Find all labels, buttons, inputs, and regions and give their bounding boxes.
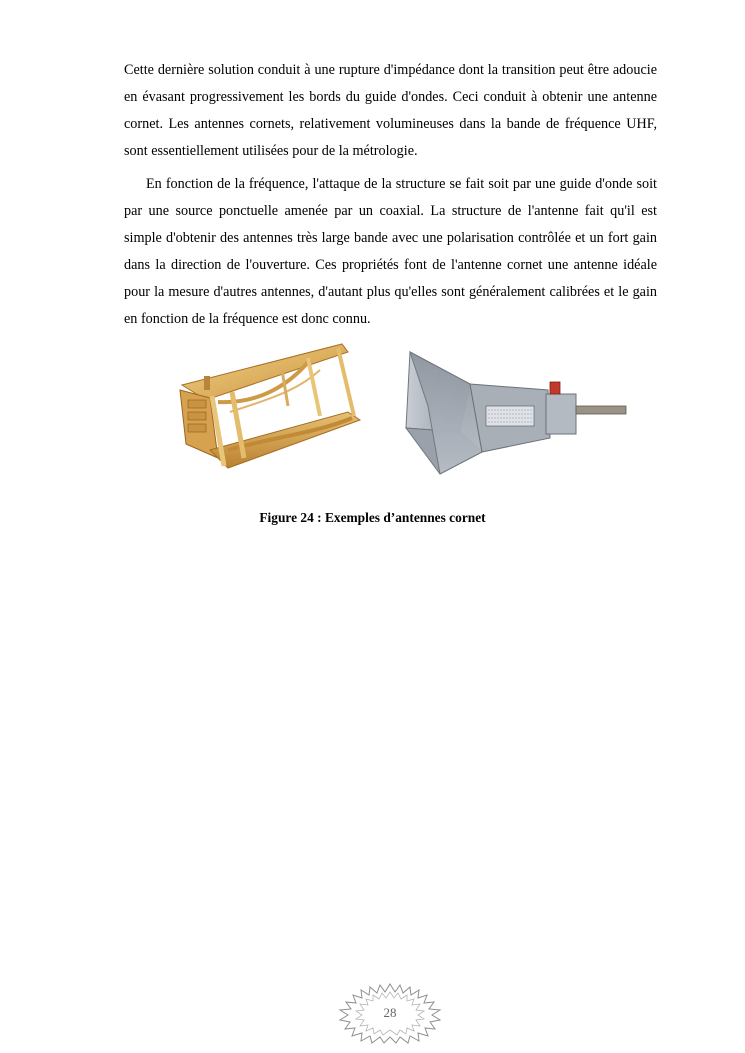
page-number: 28 [383, 1005, 397, 1020]
paragraph-2-text: En fonction de la fréquence, l'attaque de la structure se fait soit par une guide d'onde soit par une source ponctuelle amenée par un coaxial. La structure de l'antenne fait qu'il est simple d'obtenir des antennes très large bande avec une polarisation contrôlée et un fort gain dans la direction de l'ouverture. Ces propriétés font de l'antenne cornet une antenne idéale pour la mesure d'autres antennes, d'autant plus qu'elles sont généralement calibrées et le gain en fonction de la fréquence est donc connu. [124, 176, 657, 328]
figure-caption: Figure 24 : Exemples d’antennes cornet [259, 510, 486, 525]
grey-pyramidal-horn-antenna-photo [406, 352, 626, 474]
gold-ridged-horn-antenna-photo [180, 344, 360, 468]
figure-images [170, 340, 630, 490]
paragraph-2 [124, 171, 657, 334]
page-number-badge [336, 982, 444, 1044]
paragraph-1: Cette dernière solution conduit à une rupture d'impédance dont la transition peut être adoucie en évasant progressivement les bords du guide d'ondes. Ceci conduit à obtenir une antenne cornet. Les antennes cornets, relativement volumineuses dans la bande de fréquence UHF, sont essentiellement utilisées pour de la métrologie. [124, 62, 657, 160]
figure-24 [170, 340, 630, 490]
